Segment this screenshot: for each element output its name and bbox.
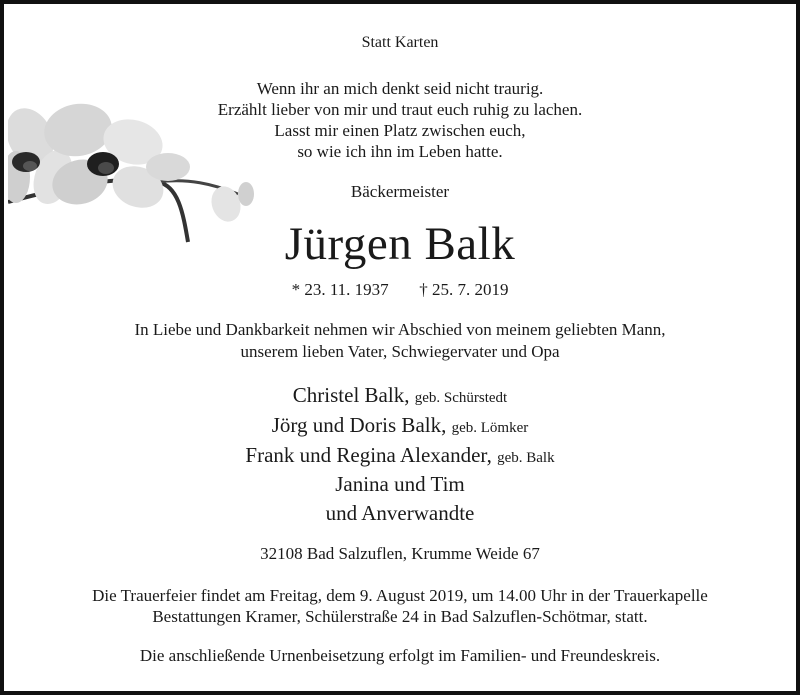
mourner-nee: geb. Lömker [451,420,529,436]
mourner-nee: geb. Schürstedt [414,390,508,406]
poem-line: Lasst mir einen Platz zwischen euch, [274,121,526,140]
death-date: † 25. 7. 2019 [419,280,509,299]
farewell-line: unserem lieben Vater, Schwiegervater und Opa [240,342,560,361]
life-dates [4,280,796,300]
mourner-name: Jörg und Doris Balk, [271,413,447,437]
statt-karten-text: Statt Karten [361,34,439,51]
mourner-entry [4,501,796,526]
mourner-entry [4,472,796,497]
mourner-name: Frank und Regina Alexander, [245,443,492,467]
mourner-nee: geb. Balk [497,450,555,466]
poem-line: so wie ich ihn im Leben hatte. [297,142,503,161]
poem-line: Wenn ihr an mich denkt seid nicht traurig. [256,79,544,98]
ceremony-line: Die Trauerfeier findet am Freitag, dem 9. August 2019, um 14.00 Uhr in der Trauerkapelle [92,586,708,605]
profession-text: Bäckermeister [350,182,450,201]
mourner-entry [4,413,796,438]
address-text: 32108 Bad Salzuflen, Krumme Weide 67 [260,544,540,563]
poem-line: Erzählt lieber von mir und traut euch ruhig zu lachen. [217,100,583,119]
deceased-name: Jürgen Balk [284,218,516,270]
mourner-entry [4,443,796,468]
burial-text: Die anschließende Urnenbeisetzung erfolgt im Familien- und Freundeskreis. [139,646,661,665]
ceremony-line: Bestattungen Kramer, Schülerstraße 24 in Bad Salzuflen-Schötmar, statt. [152,607,648,626]
mourner-name: Janina und Tim [335,472,465,496]
birth-date: * 23. 11. 1937 [291,280,389,299]
mourner-name: und Anverwandte [325,501,475,525]
mourner-entry [4,383,796,408]
farewell-line: In Liebe und Dankbarkeit nehmen wir Abschied von meinem geliebten Mann, [134,320,666,339]
mourner-name: Christel Balk, [292,383,410,407]
